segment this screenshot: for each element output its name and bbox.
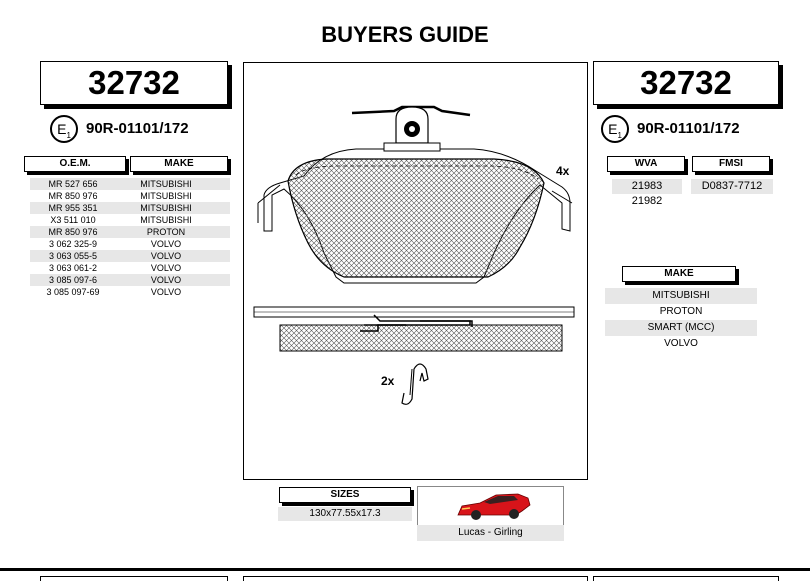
pad-quantity: 4x <box>556 164 570 178</box>
table-row: 3 063 061-2 VOLVO <box>48 263 182 273</box>
list-item: VOLVO <box>664 338 698 349</box>
page-title: BUYERS GUIDE <box>321 22 489 47</box>
table-row: 3 085 097-69 VOLVO <box>46 287 182 297</box>
ece-code-right: 90R-01101/172 <box>637 119 740 137</box>
make-header-left: MAKE <box>130 156 228 172</box>
next-section-box-right <box>593 576 779 581</box>
anti-rattle-clip <box>402 364 428 404</box>
brake-pad-diagram <box>243 62 588 480</box>
brake-pad-drawing <box>244 63 587 479</box>
table-row: X3 511 010 MITSUBISHI <box>50 215 192 225</box>
part-number-right: 32732 <box>640 64 732 101</box>
wva-header: WVA <box>607 156 685 172</box>
sizes-value: 130x77.55x17.3 <box>278 507 412 521</box>
oem-header: O.E.M. <box>24 156 126 172</box>
part-number-box-right <box>593 61 779 105</box>
ece-approval-right <box>601 115 740 143</box>
table-row: 3 062 325-9 VOLVO <box>48 239 182 249</box>
table-row: 3 085 097-6 VOLVO <box>30 274 230 286</box>
pad-side-friction <box>280 325 562 351</box>
fmsi-header: FMSI <box>692 156 770 172</box>
table-row: MR 527 656 MITSUBISHI <box>30 178 230 190</box>
clip-quantity: 2x <box>381 374 395 388</box>
ece-approval-left <box>50 115 189 143</box>
car-icon <box>418 487 563 525</box>
list-item: PROTON <box>659 306 703 317</box>
friction-material <box>288 159 544 277</box>
brand-label: Lucas - Girling <box>417 525 564 541</box>
wva-value-2: 21982 <box>631 195 663 207</box>
table-row: 3 063 055-5 VOLVO <box>30 250 230 262</box>
part-number-box-left <box>40 61 228 105</box>
make-header-right: MAKE <box>622 266 736 282</box>
part-number: 32732 <box>88 64 180 101</box>
sizes-header: SIZES <box>279 487 411 503</box>
table-row: MR 850 976 MITSUBISHI <box>48 191 192 201</box>
table-row: MR 850 976 PROTON <box>30 226 230 238</box>
car-image-box <box>417 486 564 526</box>
wva-value-1: 21983 <box>612 179 682 194</box>
make-list <box>605 288 757 352</box>
section-divider <box>0 568 810 571</box>
fmsi-value: D0837-7712 <box>691 179 773 194</box>
ece-code: 90R-01101/172 <box>86 119 189 137</box>
next-section-box-center <box>243 576 588 581</box>
ece-mark-icon-right: $E_1$ <box>601 115 629 143</box>
list-item: SMART (MCC) <box>605 320 757 336</box>
next-section-box-left <box>40 576 228 581</box>
table-row: MR 955 351 MITSUBISHI <box>30 202 230 214</box>
ece-mark-icon: $E_1$ <box>50 115 78 143</box>
oem-table <box>30 178 230 298</box>
list-item: MITSUBISHI <box>605 288 757 304</box>
